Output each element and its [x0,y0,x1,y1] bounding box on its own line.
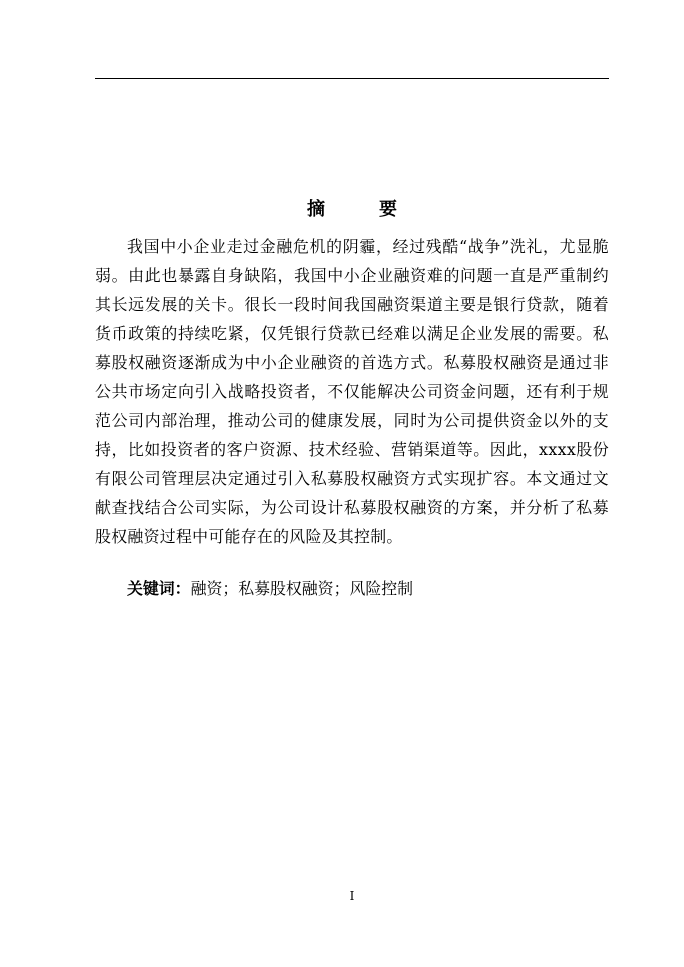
header-rule [95,78,609,79]
abstract-title: 摘 要 [307,199,415,220]
keywords-label: 关键词： [127,579,191,598]
abstract-body: 我国中小企业走过金融危机的阴霾，经过残酷“战争”洗礼，尤显脆弱。由此也暴露自身缺陷，我国中小企业融资难的问题一直是严重制约其长远发展的关卡。很长一段时间我国融资渠道主要是银行贷款，随着货币政策的持续吃紧，仅凭银行贷款已经难以满足企业发展的需要。私募股权融资逐渐成为中小企业融资的首选方式。私募股权融资是通过非公共市场定向引入战略投资者，不仅能解决公司资金问题，还有利于规范公司内部治理，推动公司的健康发展，同时为公司提供资金以外的支持，比如投资者的客户资源、技术经验、营销渠道等。因此，xxxx股份有限公司管理层决定通过引入私募股权融资方式实现扩容。本文通过文献查找结合公司实际，为公司设计私募股权融资的方案，并分析了私募股权融资过程中可能存在的风险及其控制。 [95,237,609,546]
page-number: I [349,889,355,903]
keywords-text: 融资；私募股权融资；风险控制 [190,579,414,598]
keywords-line [127,576,607,602]
